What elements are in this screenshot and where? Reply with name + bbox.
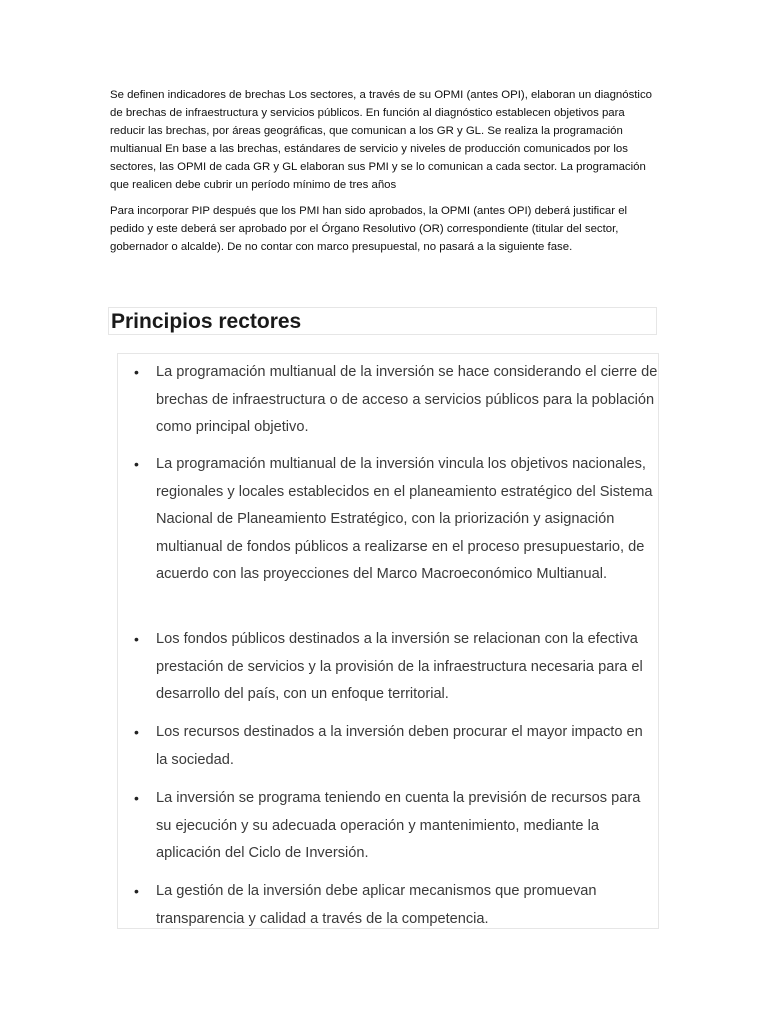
bullet-icon: •	[134, 790, 139, 806]
bullet-icon: •	[134, 456, 139, 472]
list-item	[134, 359, 658, 442]
intro-text	[110, 86, 658, 264]
list-item	[134, 451, 658, 589]
intro-paragraph: Se definen indicadores de brechas Los sectores, a través de su OPMI (antes OPI), elaboran un diagnóstico de brechas de infraestructura y servicios públicos. En función al diagnóstico establecen objetivos para reducir las brechas, por áreas geográficas, que comunican a los GR y GL. Se realiza la programación multianual En base a las brechas, estándares de servicio y niveles de producción comunicados por los sectores, las OPMI de cada GR y GL elaboran sus PMI y se lo comunican a cada sector. La programación que realicen debe cubrir un período mínimo de tres años	[110, 89, 652, 191]
bullet-icon: •	[134, 364, 139, 380]
bullet-icon: •	[134, 631, 139, 647]
principles-list-box	[117, 353, 659, 929]
list-item-text: La programación multianual de la inversión se hace considerando el cierre de brechas de infraestructura o de acceso a servicios públicos para la población como principal objetivo.	[156, 364, 658, 435]
list-item-text: La programación multianual de la inversión vincula los objetivos nacionales, regionales y locales establecidos en el planeamiento estratégico del Sistema Nacional de Planeamiento Estratégico, con la priorización y asignación multianual de fondos públicos a realizarse en el proceso presupuestario, de acuerdo con las proyecciones del Marco Macroeconómico Multianual.	[156, 456, 653, 582]
list-item-text: La gestión de la inversión debe aplicar mecanismos que promuevan transparencia y calidad a través de la competencia.	[156, 883, 597, 927]
bullet-icon: •	[134, 724, 139, 740]
bullet-icon: •	[134, 883, 139, 899]
list-item-text: Los fondos públicos destinados a la inversión se relacionan con la efectiva prestación de servicios y la provisión de la infraestructura necesaria para el desarrollo del país, con un enfoque territorial.	[156, 631, 643, 702]
list-item-text: Los recursos destinados a la inversión deben procurar el mayor impacto en la sociedad.	[156, 724, 643, 768]
section-heading-box	[108, 307, 657, 335]
list-item-text: La inversión se programa teniendo en cuenta la previsión de recursos para su ejecución y su adecuada operación y mantenimiento, mediante la aplicación del Ciclo de Inversión.	[156, 790, 641, 861]
section-title: Principios rectores	[111, 310, 302, 333]
intro-paragraph: Para incorporar PIP después que los PMI han sido aprobados, la OPMI (antes OPI) deberá justificar el pedido y este deberá ser aprobado por el Órgano Resolutivo (OR) correspondiente (titular del sector, gobernador o alcalde). De no contar con marco presupuestal, no pasará a la siguiente fase.	[110, 205, 628, 253]
list-item	[134, 626, 658, 709]
list-item	[134, 878, 658, 933]
list-item	[134, 785, 658, 868]
list-item	[134, 719, 658, 774]
